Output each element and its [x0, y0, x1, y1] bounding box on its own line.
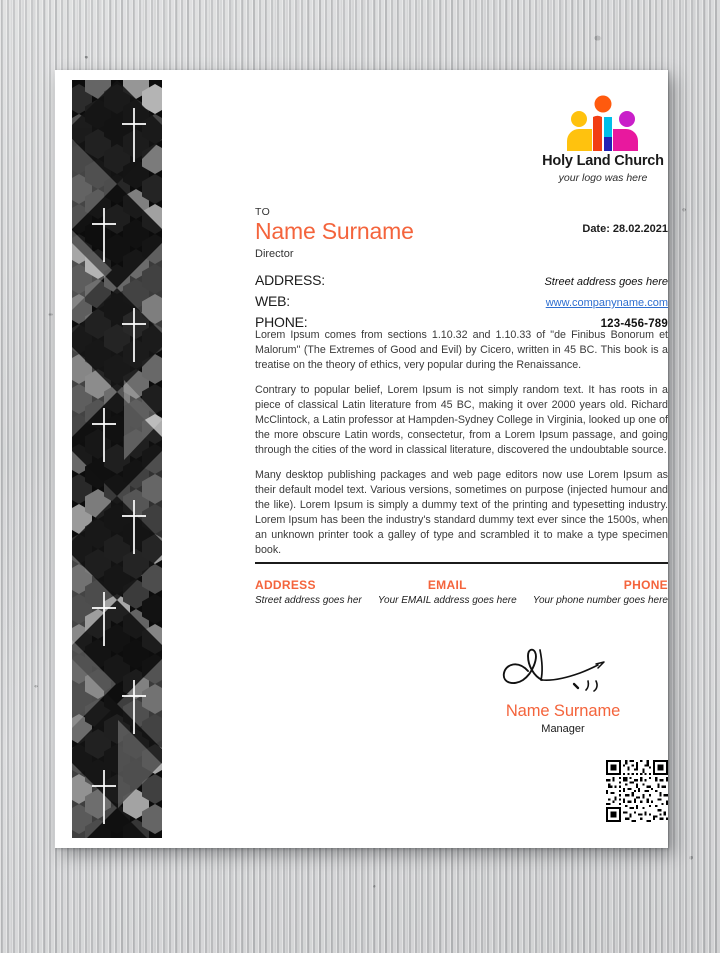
- signature-block: [458, 640, 668, 735]
- footer-address-heading: ADDRESS: [255, 578, 316, 592]
- phone-value: 123-456-789: [600, 317, 668, 330]
- address-label: ADDRESS:: [255, 272, 325, 288]
- footer-phone-heading: PHONE: [623, 578, 668, 592]
- letter-body: [255, 328, 668, 559]
- footer-divider: [255, 562, 668, 564]
- letter-content: [203, 70, 668, 848]
- letterhead-page: [55, 70, 668, 848]
- footer-contact-columns: [255, 578, 668, 606]
- footer-column-email: [378, 578, 517, 606]
- three-people-group-icon: [533, 95, 673, 151]
- footer-phone-value: Your phone number goes here: [532, 595, 668, 606]
- contact-row-web: [255, 291, 668, 312]
- footer-email-value: Your EMAIL address goes here: [377, 595, 517, 606]
- footer-email-heading: EMAIL: [427, 578, 467, 592]
- web-url-link[interactable]: www.companyname.com: [545, 296, 668, 309]
- letter-date: Date: 28.02.2021: [582, 223, 668, 235]
- handwritten-signature-icon: [488, 640, 638, 698]
- body-paragraph-2: Contrary to popular belief, Lorem Ipsum is not simply random text. It has roots in a piece of classical Latin literature from 45 BC, making it over 2000 years old. Richard McClintock, a Latin professor at Hampden-Sydney College in Virginia, looked up one of the more obscure Latin words, consectetur, from a Lorem Ipsum passage, and going through the cities of the word in classical literature, discovered the undoubtable source.: [255, 383, 668, 457]
- recipient-block: [255, 206, 414, 260]
- contact-header-block: [255, 270, 668, 333]
- contact-row-address: [255, 270, 668, 291]
- footer-column-address: [255, 578, 362, 606]
- web-label: WEB:: [255, 292, 290, 309]
- signatory-name: Name Surname: [505, 702, 621, 720]
- qr-code[interactable]: [606, 760, 668, 822]
- address-value: Street address goes here: [544, 276, 668, 288]
- brand-name: Holy Land Church: [542, 153, 664, 169]
- mosaic-cross-pattern: [72, 80, 162, 838]
- recipient-name: Name Surname: [255, 218, 414, 244]
- phone-label: PHONE:: [255, 313, 308, 330]
- signatory-role: Manager: [541, 723, 585, 735]
- brand-logo-block: [533, 95, 673, 184]
- recipient-role: Director: [255, 247, 294, 260]
- to-label: TO: [255, 206, 271, 218]
- brand-tagline: your logo was here: [558, 172, 648, 184]
- footer-address-value: Street address goes her: [255, 595, 362, 606]
- body-paragraph-1: Lorem Ipsum comes from sections 1.10.32 and 1.10.33 of "de Finibus Bonorum et Malorum" (The Extremes of Good and Evil) by Cicero, written in 45 BC. This book is a treatise on the theory of ethics, very popular during the Renaissance.: [255, 329, 668, 372]
- body-paragraph-3: Many desktop publishing packages and web page editors now use Lorem Ipsum as their default model text. Various versions, sometimes on purpose (injected humour and the like). Lorem Ipsum is simply a dummy text of the printing and typesetting industry. Lorem Ipsum has been the industry's standard dummy text ever since the 1500s, when an unknown printer took a galley of type and scrambled it to make a type specimen book.: [255, 468, 668, 557]
- footer-column-phone: [533, 578, 668, 606]
